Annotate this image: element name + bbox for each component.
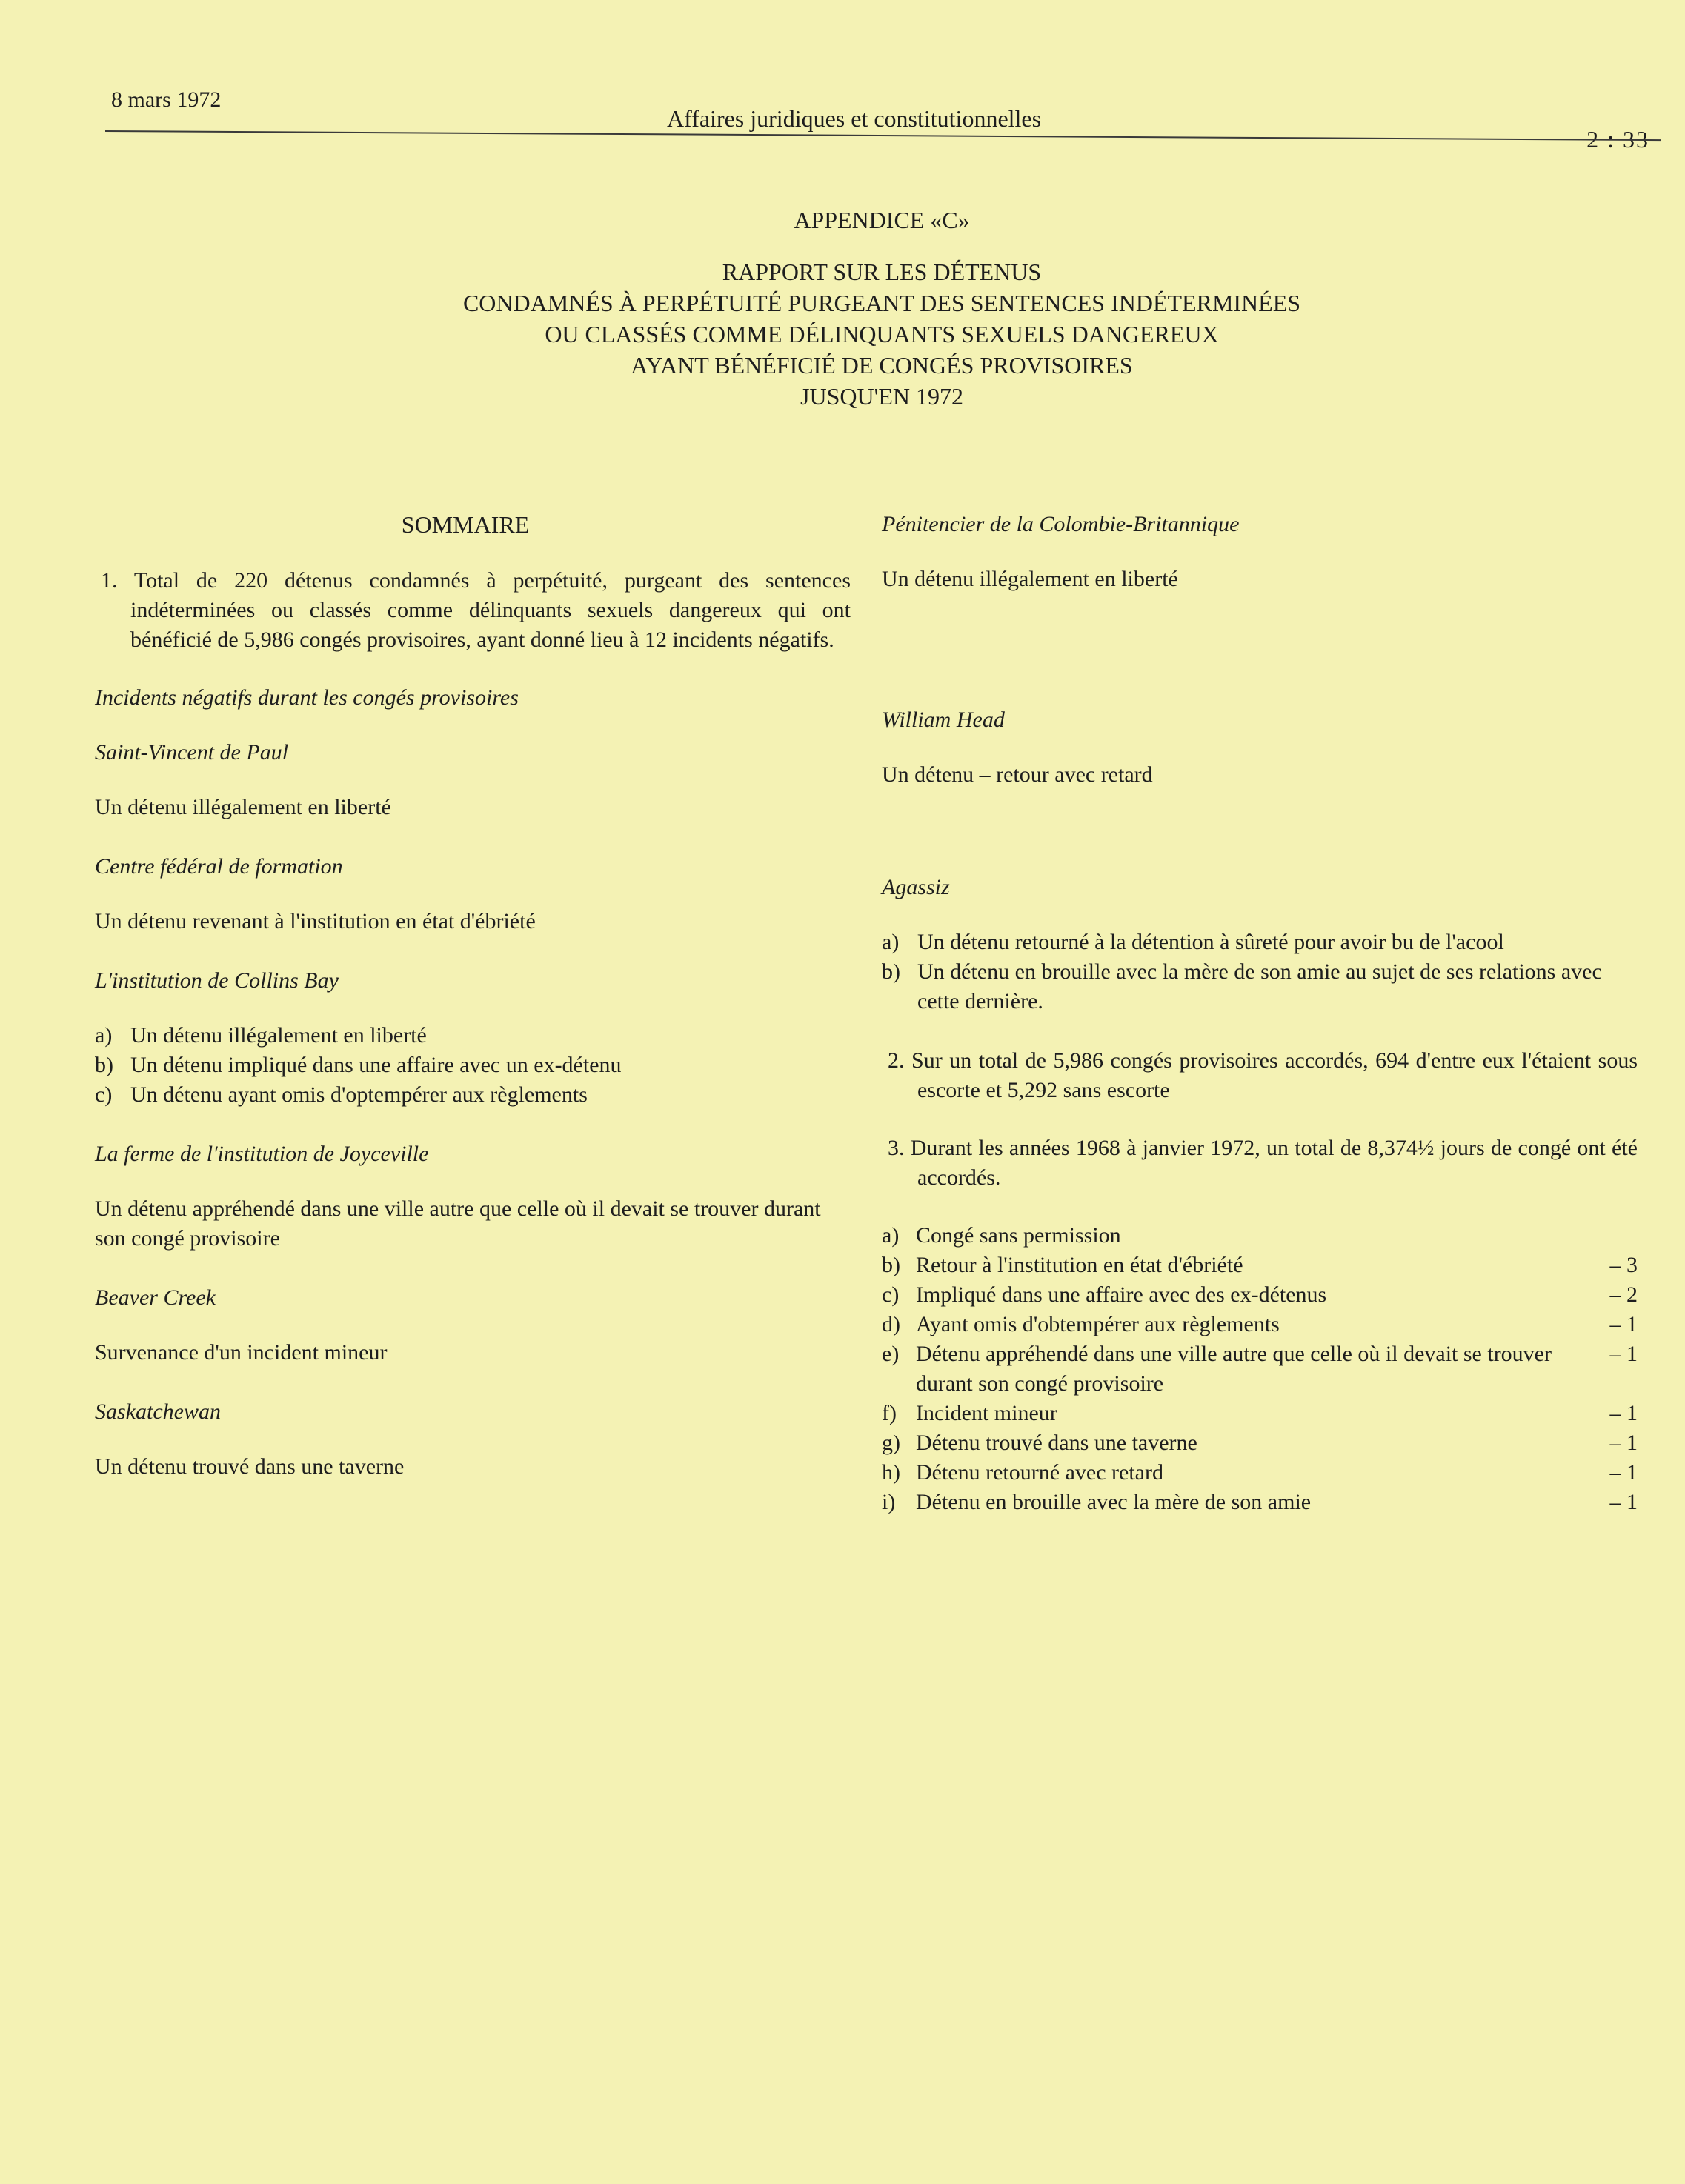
page-number: 2 : 33	[1586, 126, 1649, 153]
title-line: AYANT BÉNÉFICIÉ DE CONGÉS PROVISOIRES	[631, 352, 1133, 379]
institution-text: Un détenu – retour avec retard	[882, 762, 1153, 787]
left-column	[95, 510, 851, 1511]
stat-row: c) Impliqué dans une affaire avec des ex-détenus – 2	[882, 1282, 1638, 1307]
list-item: a) Un détenu retourné à la détention à sûreté pour avoir bu de l'acool	[882, 930, 1504, 954]
institution-text: Un détenu revenant à l'institution en état d'ébriété	[95, 909, 536, 933]
stat-row: f) Incident mineur – 1	[882, 1401, 1638, 1425]
summary-paragraph-1: 1. Total de 220 détenus condamnés à perpétuité, purgeant des sentences indéterminées ou classés comme délinquants sexuels dangereux qui ont bénéficié de 5,986 congés provisoires, ayant donné lieu à 12 incidents négatifs.	[101, 568, 851, 652]
list-item: a) Un détenu illégalement en liberté	[95, 1023, 427, 1048]
institution-heading: Agassiz	[882, 875, 950, 899]
institution-heading: William Head	[882, 708, 1005, 732]
header-date: 8 mars 1972	[111, 87, 222, 112]
list-item: c) Un détenu ayant omis d'optempérer aux règlements	[95, 1082, 588, 1107]
summary-paragraph-3: 3. Durant les années 1968 à janvier 1972, un total de 8,374½ jours de congé ont été accordés.	[888, 1136, 1638, 1190]
stat-row: h) Détenu retourné avec retard – 1	[882, 1460, 1638, 1485]
title-line: CONDAMNÉS À PERPÉTUITÉ PURGEANT DES SENTENCES INDÉTERMINÉES	[462, 290, 1301, 316]
title-line: RAPPORT SUR LES DÉTENUS	[722, 259, 1042, 285]
summary-paragraph-2: 2. Sur un total de 5,986 congés provisoires accordés, 694 d'entre eux l'étaient sous escorte et 5,292 sans escorte	[888, 1048, 1638, 1102]
stat-row: b) Retour à l'institution en état d'ébriété – 3	[882, 1253, 1638, 1277]
title-line: JUSQU'EN 1972	[800, 383, 963, 410]
institution-heading: Centre fédéral de formation	[95, 854, 343, 879]
right-column	[882, 510, 1638, 1517]
institution-heading: Saint-Vincent de Paul	[95, 740, 289, 765]
incidents-heading: Incidents négatifs durant les congés provisoires	[95, 685, 519, 710]
institution-text: Survenance d'un incident mineur	[95, 1340, 388, 1365]
list-item: b) Un détenu impliqué dans une affaire avec un ex-détenu	[95, 1053, 622, 1077]
institution-heading: L'institution de Collins Bay	[95, 968, 339, 993]
institution-text: Un détenu illégalement en liberté	[95, 795, 391, 819]
sommaire-heading: SOMMAIRE	[401, 511, 530, 538]
header-title: Affaires juridiques et constitutionnelles	[667, 105, 1042, 132]
stat-row: g) Détenu trouvé dans une taverne – 1	[882, 1431, 1638, 1455]
institution-heading: Beaver Creek	[95, 1285, 216, 1310]
agassiz-list	[882, 928, 1638, 1016]
institution-text: Un détenu trouvé dans une taverne	[95, 1454, 405, 1479]
institution-text: Un détenu illégalement en liberté	[882, 567, 1178, 591]
institution-heading: Pénitencier de la Colombie-Britannique	[882, 512, 1240, 536]
appendix-title: APPENDICE «C»	[794, 207, 970, 233]
stat-row: e) Détenu appréhendé dans une ville autre que celle où il devait se trouver durant son congé provisoire – 1	[882, 1342, 1638, 1396]
stat-row: i) Détenu en brouille avec la mère de son amie – 1	[882, 1490, 1638, 1514]
stat-row: a) Congé sans permission	[882, 1223, 1121, 1248]
institution-heading: Saskatchewan	[95, 1399, 221, 1424]
list-item: b) Un détenu en brouille avec la mère de son amie au sujet de ses relations avec cette dernière.	[882, 959, 1602, 1013]
stat-row: d) Ayant omis d'obtempérer aux règlements – 1	[882, 1312, 1638, 1336]
title-line: OU CLASSÉS COMME DÉLINQUANTS SEXUELS DANGEREUX	[545, 321, 1219, 347]
institution-text: Un détenu appréhendé dans une ville autre que celle où il devait se trouver durant son congé provisoire	[95, 1196, 821, 1251]
document-titles	[370, 204, 1393, 412]
collins-bay-list	[95, 1021, 851, 1110]
incident-stats-list	[882, 1221, 1638, 1517]
institution-heading: La ferme de l'institution de Joyceville	[95, 1142, 429, 1166]
